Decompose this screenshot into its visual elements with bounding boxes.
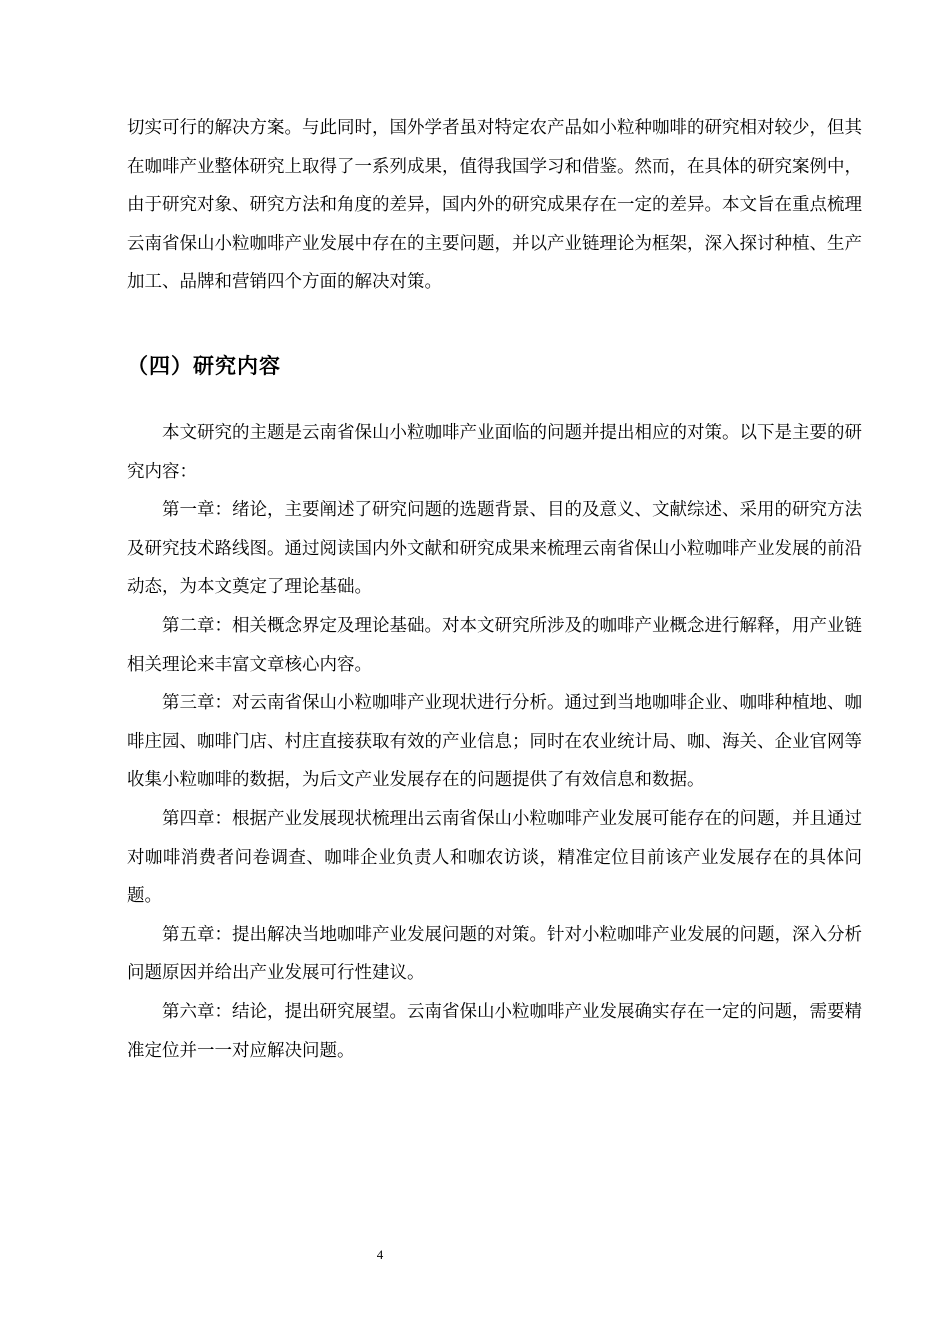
paragraph-chapter-5: 第五章：提出解决当地咖啡产业发展问题的对策。针对小粒咖啡产业发展的问题，深入分析问题原因并给出产业发展可行性建议。 — [127, 924, 862, 984]
paragraph-intro: 本文研究的主题是云南省保山小粒咖啡产业面临的问题并提出相应的对策。以下是主要的研究内容： — [127, 423, 862, 482]
paragraph-chapter-3: 第三章：对云南省保山小粒咖啡产业现状进行分析。通过到当地咖啡企业、咖啡种植地、咖啡庄园、咖啡门店、村庄直接获取有效的产业信息；同时在农业统计局、咖、海关、企业官网等收集小粒咖啡的数据，为后文产业发展存在的问题提供了有效信息和数据。 — [127, 693, 862, 791]
paragraph-chapter-4: 第四章：根据产业发展现状梳理出云南省保山小粒咖啡产业发展可能存在的问题，并且通过对咖啡消费者问卷调查、咖啡企业负责人和咖农访谈，精准定位目前该产业发展存在的具体问题。 — [127, 808, 862, 907]
intro-paragraph: 切实可行的解决方案。与此同时，国外学者虽对特定农产品如小粒种咖啡的研究相对较少，但其在咖啡产业整体研究上取得了一系列成果，值得我国学习和借鉴。然而，在具体的研究案例中，由于研究对象、研究方法和角度的差异，国内外的研究成果存在一定的差异。本文旨在重点梳理云南省保山小粒咖啡产业发展中存在的主要问题，并以产业链理论为框架，深入探讨种植、生产加工、品牌和营销四个方面的解决对策。 — [127, 118, 862, 293]
page-number: 4 — [376, 1247, 384, 1262]
paragraph-chapter-6: 第六章：结论，提出研究展望。云南省保山小粒咖啡产业发展确实存在一定的问题，需要精准定位并一一对应解决问题。 — [127, 1001, 862, 1061]
paragraph-chapter-2: 第二章：相关概念界定及理论基础。对本文研究所涉及的咖啡产业概念进行解释，用产业链相关理论来丰富文章核心内容。 — [127, 615, 862, 675]
section-heading: （四）研究内容 — [127, 354, 281, 378]
section-content — [127, 414, 862, 1070]
paragraph-chapter-1: 第一章：绪论，主要阐述了研究问题的选题背景、目的及意义、文献综述、采用的研究方法及研究技术路线图。通过阅读国内外文献和研究成果来梳理云南省保山小粒咖啡产业发展的前沿动态，为本文奠定了理论基础。 — [127, 500, 862, 598]
